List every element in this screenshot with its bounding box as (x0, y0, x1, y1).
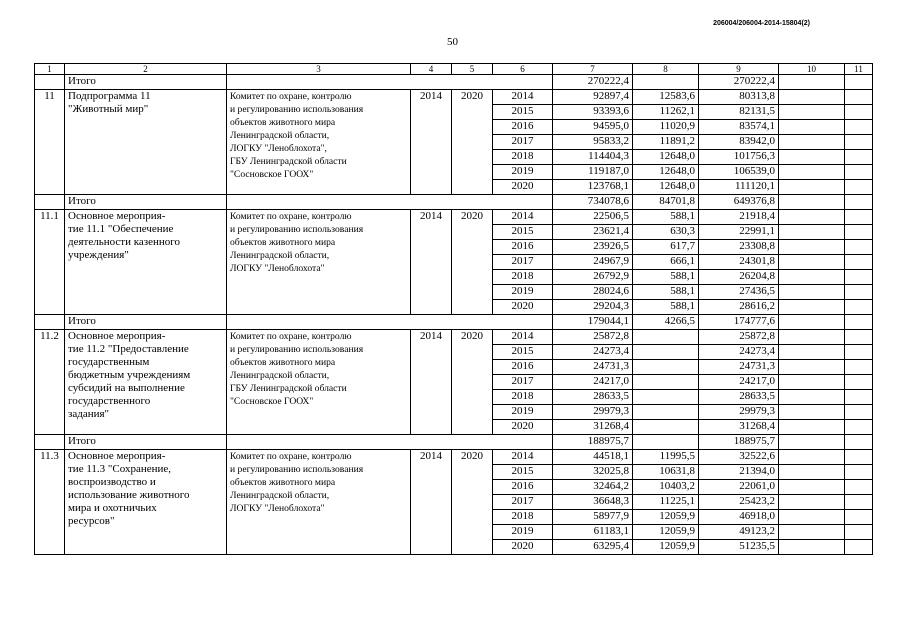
item-name: Подпрограмма 11 "Животный мир" (65, 90, 227, 195)
regional-cell: 46918,0 (699, 510, 779, 525)
column-number-cell: 2 (65, 64, 227, 75)
sum-cell: 26792,9 (553, 270, 633, 285)
year-cell: 2015 (493, 345, 553, 360)
year-row (35, 450, 873, 465)
regional-cell: 24273,4 (699, 345, 779, 360)
total-empty-cell (227, 315, 553, 330)
total-federal-cell (633, 75, 699, 90)
total-empty-cell (227, 435, 553, 450)
total-col10-cell (779, 195, 845, 210)
sum-cell: 119187,0 (553, 165, 633, 180)
responsible-executor: Комитет по охране, контролю и регулированию использования объектов животного мира Ленинградской области, ЛОГКУ "Леноблохота" (227, 210, 411, 315)
federal-cell: 12648,0 (633, 150, 699, 165)
total-col10-cell (779, 315, 845, 330)
col10-cell (779, 405, 845, 420)
col10-cell (779, 330, 845, 345)
column-number-cell: 11 (845, 64, 873, 75)
regional-cell: 111120,1 (699, 180, 779, 195)
total-row (35, 315, 873, 330)
year-cell: 2016 (493, 480, 553, 495)
year-cell: 2015 (493, 225, 553, 240)
total-empty-cell (227, 195, 553, 210)
federal-cell (633, 390, 699, 405)
sum-cell: 22506,5 (553, 210, 633, 225)
sum-cell: 24731,3 (553, 360, 633, 375)
sum-cell: 44518,1 (553, 450, 633, 465)
responsible-executor: Комитет по охране, контролю и регулированию использования объектов животного мира Ленинградской области, ЛОГКУ "Леноблохота" (227, 450, 411, 555)
year-cell: 2019 (493, 285, 553, 300)
col11-cell (845, 450, 873, 465)
federal-cell: 12059,9 (633, 510, 699, 525)
col10-cell (779, 270, 845, 285)
regional-cell: 101756,3 (699, 150, 779, 165)
total-federal-cell: 4266,5 (633, 315, 699, 330)
regional-cell: 28616,2 (699, 300, 779, 315)
col10-cell (779, 180, 845, 195)
col11-cell (845, 465, 873, 480)
regional-cell: 25872,8 (699, 330, 779, 345)
year-cell: 2018 (493, 510, 553, 525)
sum-cell: 93393,6 (553, 105, 633, 120)
federal-cell: 12583,6 (633, 90, 699, 105)
year-cell: 2014 (493, 210, 553, 225)
column-number-cell: 8 (633, 64, 699, 75)
federal-cell: 11891,2 (633, 135, 699, 150)
col10-cell (779, 390, 845, 405)
year-cell: 2018 (493, 150, 553, 165)
document-id: 206004/206004-2014-15804(2) (713, 20, 810, 27)
sum-cell: 28633,5 (553, 390, 633, 405)
col11-cell (845, 165, 873, 180)
col11-cell (845, 240, 873, 255)
total-row (35, 195, 873, 210)
regional-cell: 24217,0 (699, 375, 779, 390)
sum-cell: 61183,1 (553, 525, 633, 540)
regional-cell: 21918,4 (699, 210, 779, 225)
sum-cell: 63295,4 (553, 540, 633, 555)
year-cell: 2014 (493, 450, 553, 465)
year-cell: 2016 (493, 240, 553, 255)
year-cell: 2020 (493, 420, 553, 435)
total-regional-cell: 649376,8 (699, 195, 779, 210)
column-number-cell: 9 (699, 64, 779, 75)
year-row (35, 210, 873, 225)
year-cell: 2019 (493, 525, 553, 540)
responsible-executor: Комитет по охране, контролю и регулированию использования объектов животного мира Ленинградской области, ГБУ Ленинградской области "Сосновское ГООХ" (227, 330, 411, 435)
col11-cell (845, 360, 873, 375)
sum-cell: 58977,9 (553, 510, 633, 525)
sum-cell: 32025,8 (553, 465, 633, 480)
regional-cell: 26204,8 (699, 270, 779, 285)
year-cell: 2016 (493, 120, 553, 135)
column-number-cell: 10 (779, 64, 845, 75)
year-cell: 2017 (493, 255, 553, 270)
regional-cell: 28633,5 (699, 390, 779, 405)
sum-cell: 29979,3 (553, 405, 633, 420)
total-sum-cell: 179044,1 (553, 315, 633, 330)
year-cell: 2018 (493, 270, 553, 285)
total-num-cell (35, 75, 65, 90)
sum-cell: 32464,2 (553, 480, 633, 495)
year-cell: 2014 (493, 90, 553, 105)
total-num-cell (35, 195, 65, 210)
federal-cell: 666,1 (633, 255, 699, 270)
column-number-cell: 5 (452, 64, 493, 75)
item-name: Основное мероприя- тие 11.2 "Предоставление государственным бюджетным учреждениям субсидий на выполнение государственного задания" (65, 330, 227, 435)
federal-cell: 12059,9 (633, 540, 699, 555)
col11-cell (845, 120, 873, 135)
col10-cell (779, 525, 845, 540)
regional-cell: 83574,1 (699, 120, 779, 135)
col10-cell (779, 345, 845, 360)
regional-cell: 22991,1 (699, 225, 779, 240)
item-name: Основное мероприя- тие 11.3 "Сохранение, воспроизводство и использование животного мира и охотничьих ресурсов" (65, 450, 227, 555)
col10-cell (779, 90, 845, 105)
col11-cell (845, 345, 873, 360)
sum-cell: 114404,3 (553, 150, 633, 165)
total-label: Итого (65, 195, 227, 210)
col11-cell (845, 330, 873, 345)
year-cell: 2016 (493, 360, 553, 375)
total-col11-cell (845, 195, 873, 210)
total-regional-cell: 188975,7 (699, 435, 779, 450)
program-funding-table (34, 63, 873, 555)
total-federal-cell: 84701,8 (633, 195, 699, 210)
total-col10-cell (779, 435, 845, 450)
start-year: 2014 (411, 330, 452, 435)
year-cell: 2017 (493, 495, 553, 510)
total-sum-cell: 734078,6 (553, 195, 633, 210)
federal-cell (633, 345, 699, 360)
federal-cell: 588,1 (633, 210, 699, 225)
federal-cell (633, 360, 699, 375)
sum-cell: 94595,0 (553, 120, 633, 135)
regional-cell: 27436,5 (699, 285, 779, 300)
col11-cell (845, 150, 873, 165)
col10-cell (779, 285, 845, 300)
start-year: 2014 (411, 90, 452, 195)
federal-cell: 630,3 (633, 225, 699, 240)
col11-cell (845, 210, 873, 225)
col11-cell (845, 525, 873, 540)
regional-cell: 32522,6 (699, 450, 779, 465)
total-num-cell (35, 315, 65, 330)
regional-cell: 83942,0 (699, 135, 779, 150)
column-number-cell: 3 (227, 64, 411, 75)
col10-cell (779, 105, 845, 120)
year-row (35, 330, 873, 345)
year-row (35, 90, 873, 105)
year-cell: 2018 (493, 390, 553, 405)
sum-cell: 95833,2 (553, 135, 633, 150)
column-number-cell: 1 (35, 64, 65, 75)
col10-cell (779, 495, 845, 510)
sum-cell: 123768,1 (553, 180, 633, 195)
total-row (35, 75, 873, 90)
regional-cell: 22061,0 (699, 480, 779, 495)
col11-cell (845, 390, 873, 405)
federal-cell: 588,1 (633, 270, 699, 285)
regional-cell: 51235,5 (699, 540, 779, 555)
col11-cell (845, 225, 873, 240)
regional-cell: 31268,4 (699, 420, 779, 435)
total-col11-cell (845, 75, 873, 90)
item-number: 11.1 (35, 210, 65, 315)
year-cell: 2017 (493, 135, 553, 150)
responsible-executor: Комитет по охране, контролю и регулированию использования объектов животного мира Ленинградской области, ЛОГКУ "Леноблохота", ГБУ Ленинградской области "Сосновское ГООХ" (227, 90, 411, 195)
col11-cell (845, 480, 873, 495)
federal-cell: 11262,1 (633, 105, 699, 120)
col11-cell (845, 420, 873, 435)
column-number-row (35, 64, 873, 75)
sum-cell: 36648,3 (553, 495, 633, 510)
sum-cell: 31268,4 (553, 420, 633, 435)
federal-cell: 12059,9 (633, 525, 699, 540)
column-number-cell: 6 (493, 64, 553, 75)
end-year: 2020 (452, 330, 493, 435)
col11-cell (845, 375, 873, 390)
federal-cell: 11020,9 (633, 120, 699, 135)
col11-cell (845, 405, 873, 420)
sum-cell: 29204,3 (553, 300, 633, 315)
page-number: 50 (447, 36, 458, 48)
column-number-cell: 7 (553, 64, 633, 75)
federal-cell: 11995,5 (633, 450, 699, 465)
col11-cell (845, 270, 873, 285)
total-regional-cell: 270222,4 (699, 75, 779, 90)
col11-cell (845, 90, 873, 105)
col11-cell (845, 255, 873, 270)
year-cell: 2015 (493, 465, 553, 480)
col11-cell (845, 135, 873, 150)
col10-cell (779, 465, 845, 480)
federal-cell: 12648,0 (633, 165, 699, 180)
year-cell: 2019 (493, 165, 553, 180)
regional-cell: 24731,3 (699, 360, 779, 375)
end-year: 2020 (452, 90, 493, 195)
sum-cell: 24967,9 (553, 255, 633, 270)
col10-cell (779, 450, 845, 465)
total-row (35, 435, 873, 450)
item-number: 11.2 (35, 330, 65, 435)
col11-cell (845, 105, 873, 120)
federal-cell: 12648,0 (633, 180, 699, 195)
col11-cell (845, 540, 873, 555)
total-federal-cell (633, 435, 699, 450)
end-year: 2020 (452, 210, 493, 315)
regional-cell: 106539,0 (699, 165, 779, 180)
col11-cell (845, 495, 873, 510)
total-label: Итого (65, 435, 227, 450)
federal-cell: 588,1 (633, 300, 699, 315)
col10-cell (779, 240, 845, 255)
col10-cell (779, 540, 845, 555)
federal-cell: 10631,8 (633, 465, 699, 480)
federal-cell: 11225,1 (633, 495, 699, 510)
col10-cell (779, 510, 845, 525)
total-empty-cell (227, 75, 553, 90)
total-sum-cell: 188975,7 (553, 435, 633, 450)
year-cell: 2017 (493, 375, 553, 390)
col10-cell (779, 225, 845, 240)
item-number: 11 (35, 90, 65, 195)
sum-cell: 24217,0 (553, 375, 633, 390)
total-regional-cell: 174777,6 (699, 315, 779, 330)
col10-cell (779, 165, 845, 180)
regional-cell: 21394,0 (699, 465, 779, 480)
col10-cell (779, 210, 845, 225)
col11-cell (845, 285, 873, 300)
federal-cell (633, 330, 699, 345)
federal-cell (633, 375, 699, 390)
regional-cell: 80313,8 (699, 90, 779, 105)
year-cell: 2020 (493, 300, 553, 315)
year-cell: 2014 (493, 330, 553, 345)
col10-cell (779, 255, 845, 270)
year-cell: 2015 (493, 105, 553, 120)
total-col11-cell (845, 315, 873, 330)
item-number: 11.3 (35, 450, 65, 555)
federal-cell: 588,1 (633, 285, 699, 300)
end-year: 2020 (452, 450, 493, 555)
start-year: 2014 (411, 450, 452, 555)
regional-cell: 23308,8 (699, 240, 779, 255)
total-col10-cell (779, 75, 845, 90)
sum-cell: 28024,6 (553, 285, 633, 300)
total-sum-cell: 270222,4 (553, 75, 633, 90)
col10-cell (779, 135, 845, 150)
col11-cell (845, 300, 873, 315)
table-body (35, 64, 873, 555)
column-number-cell: 4 (411, 64, 452, 75)
sum-cell: 23926,5 (553, 240, 633, 255)
col11-cell (845, 180, 873, 195)
col11-cell (845, 510, 873, 525)
item-name: Основное мероприя- тие 11.1 "Обеспечение деятельности казенного учреждения" (65, 210, 227, 315)
federal-cell: 617,7 (633, 240, 699, 255)
regional-cell: 24301,8 (699, 255, 779, 270)
sum-cell: 24273,4 (553, 345, 633, 360)
col10-cell (779, 420, 845, 435)
year-cell: 2019 (493, 405, 553, 420)
year-cell: 2020 (493, 540, 553, 555)
regional-cell: 82131,5 (699, 105, 779, 120)
start-year: 2014 (411, 210, 452, 315)
total-label: Итого (65, 75, 227, 90)
sum-cell: 92897,4 (553, 90, 633, 105)
col10-cell (779, 120, 845, 135)
col10-cell (779, 150, 845, 165)
sum-cell: 25872,8 (553, 330, 633, 345)
regional-cell: 29979,3 (699, 405, 779, 420)
federal-cell: 10403,2 (633, 480, 699, 495)
total-col11-cell (845, 435, 873, 450)
col10-cell (779, 480, 845, 495)
col10-cell (779, 360, 845, 375)
federal-cell (633, 420, 699, 435)
federal-cell (633, 405, 699, 420)
total-num-cell (35, 435, 65, 450)
total-label: Итого (65, 315, 227, 330)
regional-cell: 49123,2 (699, 525, 779, 540)
year-cell: 2020 (493, 180, 553, 195)
col10-cell (779, 300, 845, 315)
regional-cell: 25423,2 (699, 495, 779, 510)
col10-cell (779, 375, 845, 390)
sum-cell: 23621,4 (553, 225, 633, 240)
